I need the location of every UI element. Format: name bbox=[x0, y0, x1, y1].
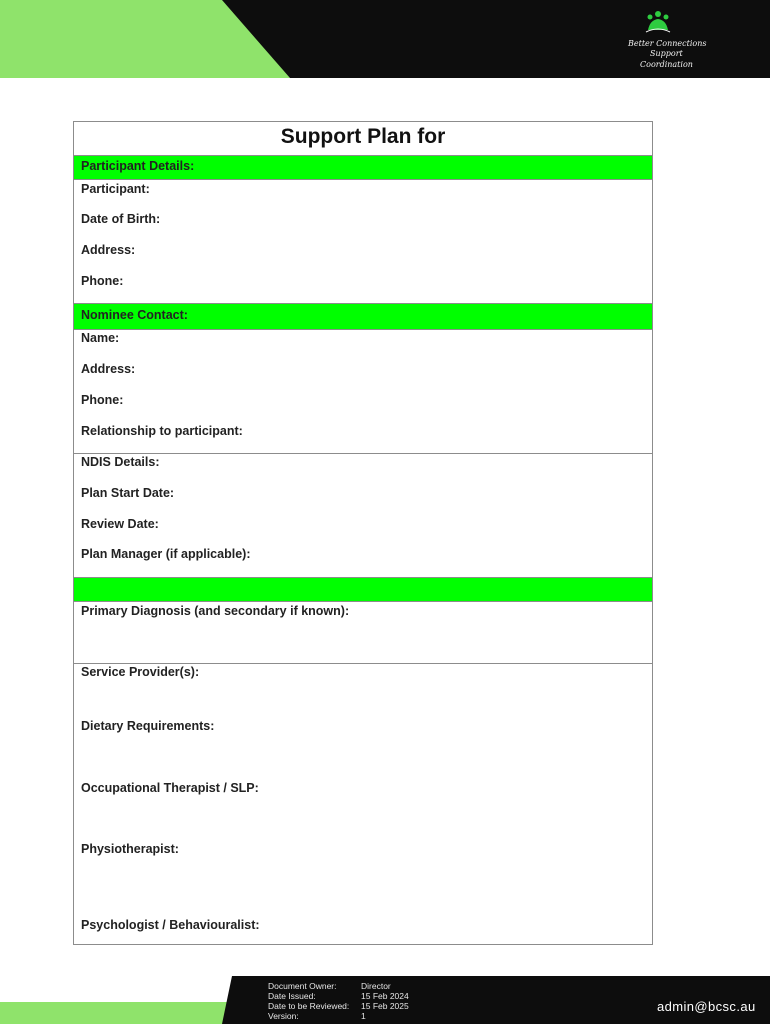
psychologist-field: Psychologist / Behaviouralist: bbox=[81, 918, 260, 932]
phone-field: Phone: bbox=[81, 274, 124, 288]
nominee-contact-band bbox=[74, 303, 652, 330]
document-owner-value: Director bbox=[361, 981, 391, 991]
company-logo bbox=[610, 4, 710, 74]
logo-line-3: Coordination bbox=[640, 60, 693, 69]
date-of-birth-field: Date of Birth: bbox=[81, 212, 161, 226]
date-to-be-reviewed-value: 15 Feb 2025 bbox=[361, 1001, 409, 1011]
divider bbox=[74, 453, 652, 454]
logo-line-1: Better Connections bbox=[628, 39, 707, 48]
version-value: 1 bbox=[361, 1011, 366, 1021]
people-emblem-icon bbox=[648, 11, 669, 30]
primary-diagnosis-field: Primary Diagnosis (and secondary if known): bbox=[81, 604, 350, 618]
occupational-therapist-field: Occupational Therapist / SLP: bbox=[81, 781, 259, 795]
version-label: Version: bbox=[268, 1011, 299, 1021]
date-issued-label: Date Issued: bbox=[268, 991, 316, 1001]
document-meta-values bbox=[361, 981, 409, 1021]
empty-green-band bbox=[74, 577, 652, 602]
page-title: Support Plan for bbox=[280, 125, 446, 148]
nominee-name-field: Name: bbox=[81, 331, 120, 345]
contact-email: admin@bcsc.au bbox=[657, 999, 756, 1014]
dietary-requirements-field: Dietary Requirements: bbox=[81, 719, 215, 733]
review-date-field: Review Date: bbox=[81, 517, 159, 531]
date-to-be-reviewed-label: Date to be Reviewed: bbox=[268, 1001, 350, 1011]
nominee-address-field: Address: bbox=[81, 362, 136, 376]
document-owner-label: Document Owner: bbox=[268, 981, 337, 991]
support-plan-form bbox=[73, 121, 653, 945]
relationship-field: Relationship to participant: bbox=[81, 424, 243, 438]
participant-details-heading: Participant Details: bbox=[81, 159, 195, 173]
logo-line-2: Support bbox=[650, 49, 683, 58]
service-providers-field: Service Provider(s): bbox=[81, 665, 200, 679]
plan-start-date-field: Plan Start Date: bbox=[81, 486, 175, 500]
physiotherapist-field: Physiotherapist: bbox=[81, 842, 179, 856]
plan-manager-field: Plan Manager (if applicable): bbox=[81, 547, 251, 561]
nominee-contact-heading: Nominee Contact: bbox=[81, 308, 188, 322]
participant-field: Participant: bbox=[81, 182, 150, 196]
document-meta-labels bbox=[268, 981, 349, 1021]
ndis-details-field: NDIS Details: bbox=[81, 455, 160, 469]
divider bbox=[74, 663, 652, 664]
address-field: Address: bbox=[81, 243, 136, 257]
date-issued-value: 15 Feb 2024 bbox=[361, 991, 409, 1001]
participant-details-band bbox=[74, 155, 652, 180]
nominee-phone-field: Phone: bbox=[81, 393, 124, 407]
